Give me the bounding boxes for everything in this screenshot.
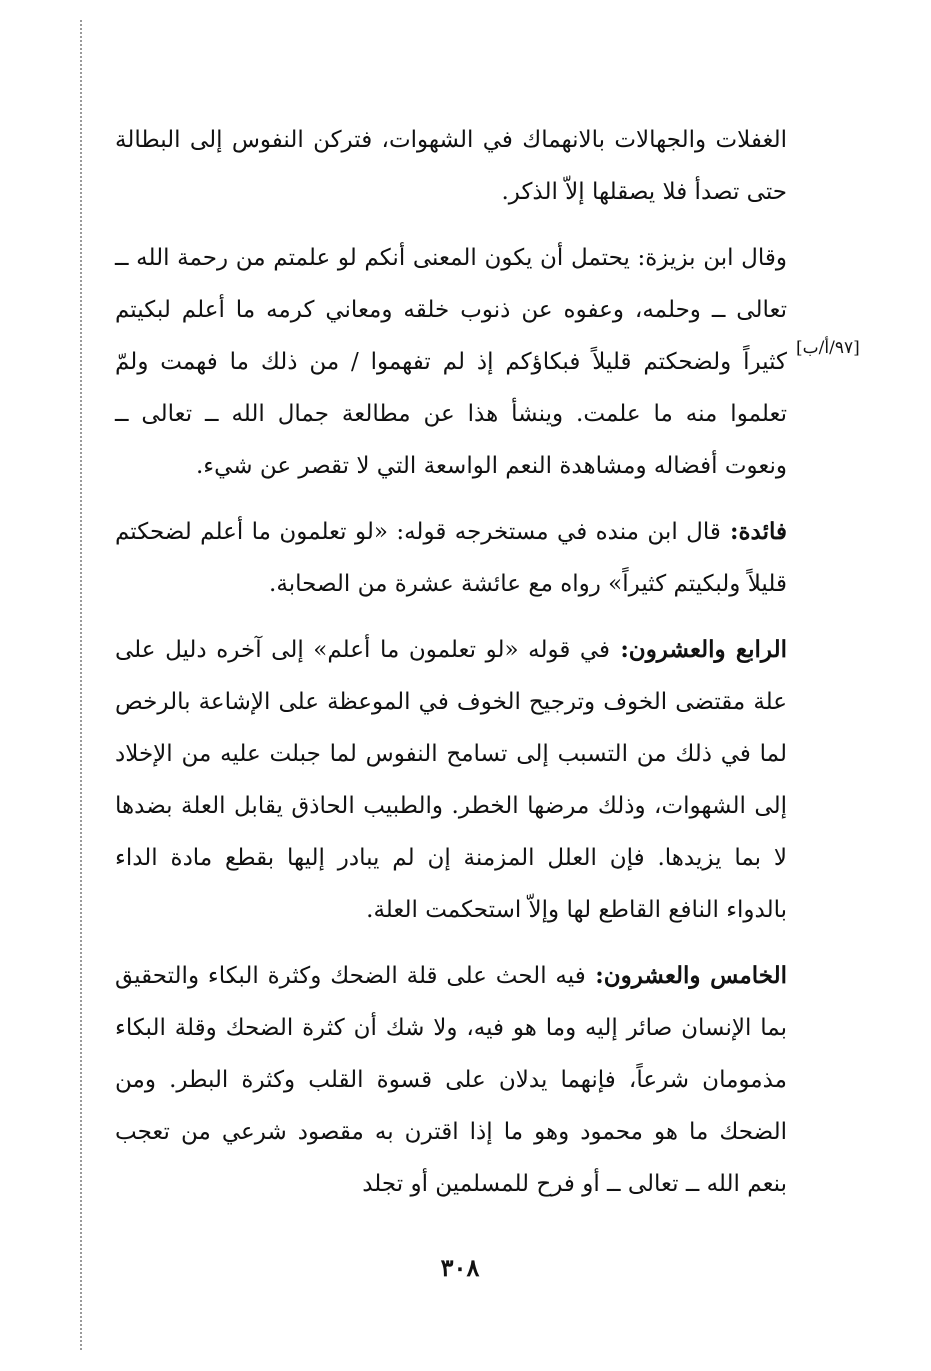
paragraph-3-text: قال ابن منده في مستخرجه قوله: «لو تعلمون ما أعلم لضحكتم قليلاً ولبكيتم كثيراً» رواه مع عائشة عشرة من الصحابة.: [115, 519, 787, 597]
paragraph-3-heading: فائدة:: [720, 518, 787, 545]
paragraph-4-heading: الرابع والعشرون:: [610, 636, 787, 663]
paragraph-1: [115, 114, 787, 218]
paragraph-4-text: في قوله «لو تعلمون ما أعلم» إلى آخره دليل على علة مقتضى الخوف وترجيح الخوف في الموعظة على الإشاعة بالرخص لما في ذلك من التسبب إلى تسامح النفوس لما جبلت عليه من الإخلاد إلى الشهوات، وذلك مرضها الخطر. والطبيب الحاذق يقابل العلة بضدها لا بما يزيدها. فإن العلل المزمنة إن لم يبادر إليها بقطع مادة الداء بالدواء النافع القاطع لها وإلاّ استحكمت العلة.: [115, 637, 787, 923]
paragraph-2-text: وقال ابن بزيزة: يحتمل أن يكون المعنى أنكم لو علمتم من رحمة الله ــ تعالى ــ وحلمه، وعفوه عن ذنوب خلقه ومعاني كرمه ما أعلم لبكيتم كثيراً ولضحكتم قليلاً فبكاؤكم إذ لم تفهموا / من ذلك ما فهمت ولمّ تعلموا منه ما علمت. وينشأ هذا عن مطالعة جمال الله ــ تعالى ــ ونعوت أفضاله ومشاهدة النعم الواسعة التي لا تقصر عن شيء.: [115, 245, 787, 479]
paragraph-2: [115, 232, 787, 492]
paragraph-1-text: الغفلات والجهالات بالانهماك في الشهوات، فتركن النفوس إلى البطالة حتى تصدأ فلا يصقلها إلاّ الذكر.: [115, 127, 787, 205]
paragraph-5-heading: الخامس والعشرون:: [585, 962, 787, 989]
scan-edge-dotted-line: [80, 20, 82, 1350]
paragraph-5: [115, 950, 787, 1210]
page-number: ٣٠٨: [440, 1253, 480, 1282]
manuscript-folio-reference: [٩٧/أ/ب]: [796, 338, 860, 358]
paragraph-4: [115, 624, 787, 936]
paragraph-3: [115, 506, 787, 610]
paragraph-5-text: فيه الحث على قلة الضحك وكثرة البكاء والتحقيق بما الإنسان صائر إليه وما هو فيه، ولا شك أن كثرة الضحك وقلة البكاء مذمومان شرعاً، فإنهما يدلان على قسوة القلب وكثرة البطر. ومن الضحك ما هو محمود وهو ما إذا اقترن به مقصود شرعي من تعجب بنعم الله ــ تعالى ــ أو فرح للمسلمين أو تجلد: [115, 963, 787, 1197]
main-text-block: [115, 114, 787, 1210]
